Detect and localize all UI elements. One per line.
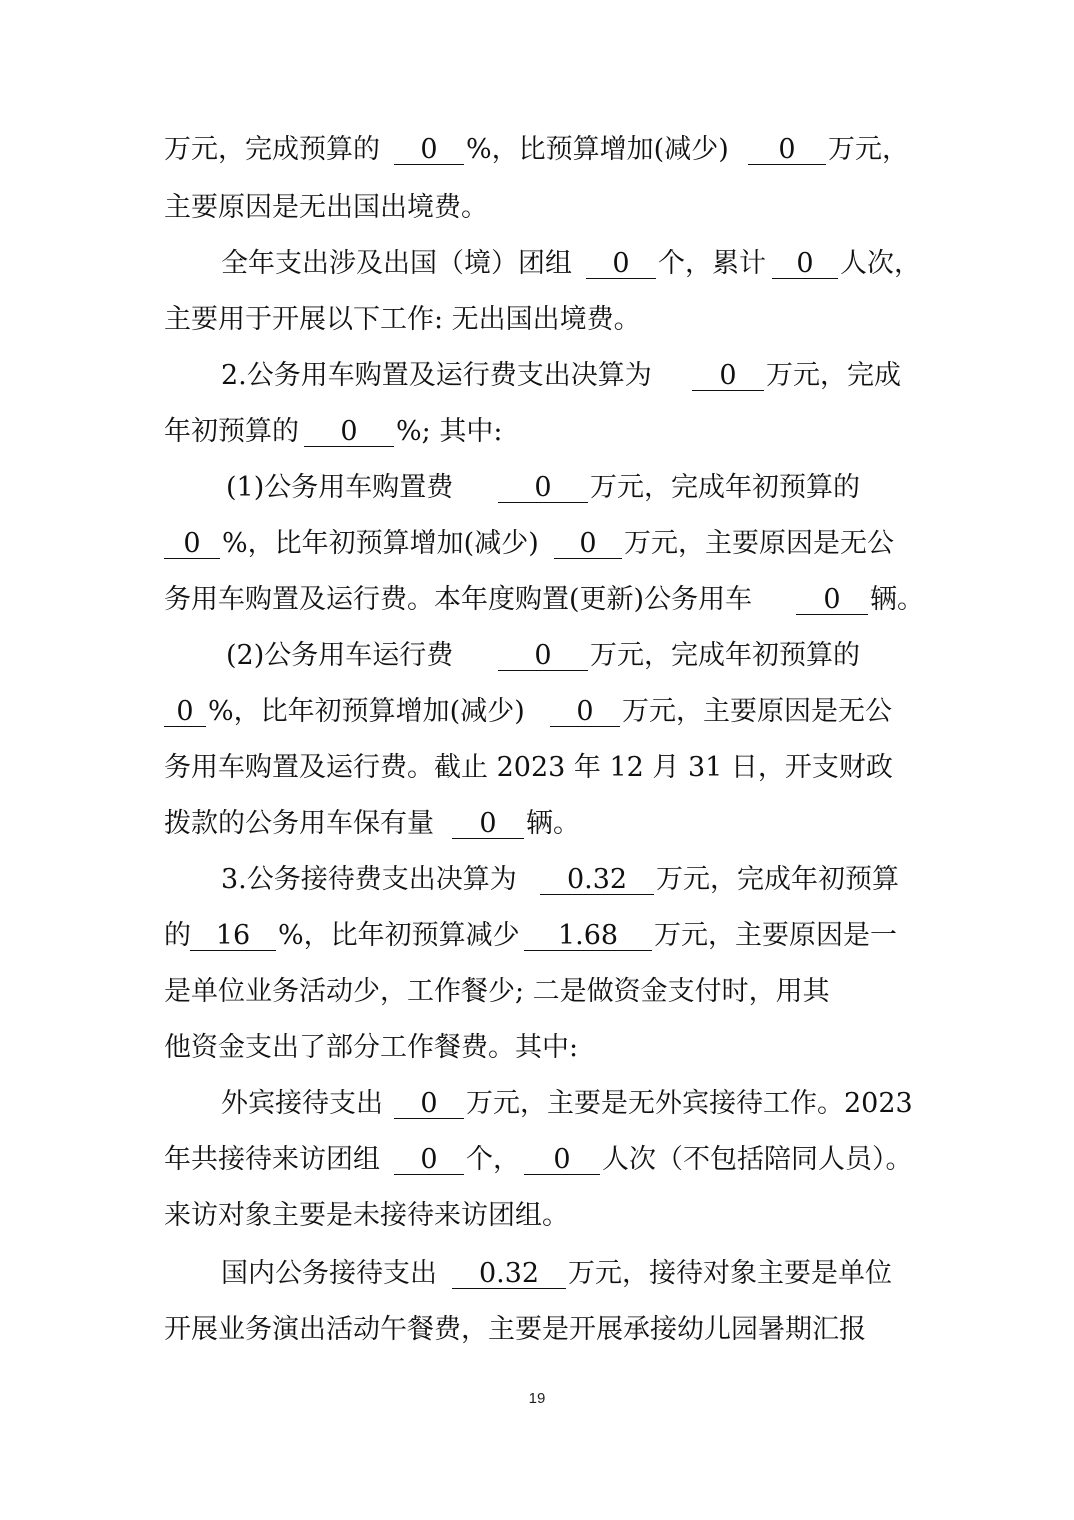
text-segment: 人次（不包括陪同人员）。: [602, 1144, 913, 1175]
filled-blank: 0: [772, 244, 838, 279]
text-segment: 年共接待来访团组: [164, 1144, 380, 1175]
text-segment: 年初预算的: [164, 416, 299, 447]
text-segment: %; 其中:: [396, 416, 503, 447]
text-segment: 万元，: [828, 134, 909, 165]
filled-blank: 0: [554, 524, 622, 559]
filled-blank: 0: [394, 1084, 464, 1119]
text-line: [0, 244, 1074, 284]
text-segment: 万元，主要原因是无公: [622, 696, 892, 727]
filled-blank: 0: [164, 524, 220, 559]
text-line: [0, 1196, 1074, 1236]
text-segment: %，比年初预算增加(减少): [208, 696, 525, 727]
text-segment: 人次，: [840, 248, 921, 279]
text-line: [0, 300, 1074, 340]
filled-blank: 0: [692, 356, 764, 391]
text-segment: 万元，完成年初预算的: [590, 640, 860, 671]
text-segment: %，比年初预算增加(减少): [222, 528, 539, 559]
text-line: [0, 1254, 1074, 1294]
text-line: [0, 188, 1074, 228]
text-segment: 的: [164, 920, 191, 951]
text-segment: 开展业务演出活动午餐费，主要是开展承接幼儿园暑期汇报: [164, 1314, 866, 1345]
text-segment: 万元，接待对象主要是单位: [568, 1258, 892, 1289]
text-line: [0, 1084, 1074, 1124]
text-segment: 务用车购置及运行费。本年度购置(更新)公务用车: [164, 584, 753, 615]
text-segment: 务用车购置及运行费。截止 2023 年 12 月 31 日，开支财政: [164, 752, 893, 783]
text-segment: 全年支出涉及出国（境）团组: [221, 248, 572, 279]
filled-blank: 16: [190, 916, 276, 951]
filled-blank: 0: [498, 468, 588, 503]
filled-blank: 0: [748, 130, 826, 165]
text-segment: 他资金支出了部分工作餐费。其中:: [164, 1032, 579, 1063]
filled-blank: 0: [394, 130, 464, 165]
text-segment: 辆。: [526, 808, 580, 839]
filled-blank: 0: [394, 1140, 464, 1175]
filled-blank: 0: [164, 692, 206, 727]
text-segment: %，比年初预算减少: [278, 920, 520, 951]
text-segment: 辆。: [870, 584, 924, 615]
text-line: [0, 972, 1074, 1012]
text-line: [0, 1140, 1074, 1180]
text-segment: 万元，主要是无外宾接待工作。2023: [466, 1088, 913, 1119]
text-segment: 2.公务用车购置及运行费支出决算为: [221, 360, 652, 391]
filled-blank: 0: [452, 804, 524, 839]
text-line: [0, 356, 1074, 396]
text-segment: 拨款的公务用车保有量: [164, 808, 434, 839]
filled-blank: 0.32: [452, 1254, 566, 1289]
text-segment: 个，: [466, 1144, 520, 1175]
text-line: [0, 860, 1074, 900]
text-segment: 万元，完成预算的: [164, 134, 380, 165]
text-segment: 主要用于开展以下工作: 无出国出境费。: [164, 304, 641, 335]
text-segment: 来访对象主要是未接待来访团组。: [164, 1200, 569, 1231]
text-line: [0, 748, 1074, 788]
filled-blank: 1.68: [524, 916, 652, 951]
text-segment: (2)公务用车运行费: [226, 640, 454, 671]
filled-blank: 0: [304, 412, 394, 447]
text-line: [0, 1310, 1074, 1350]
text-segment: 万元，完成: [766, 360, 901, 391]
filled-blank: 0: [796, 580, 868, 615]
text-line: [0, 412, 1074, 452]
text-segment: (1)公务用车购置费: [226, 472, 454, 503]
text-segment: 万元，完成年初预算: [656, 864, 899, 895]
text-segment: 万元，主要原因是无公: [624, 528, 894, 559]
text-segment: 外宾接待支出: [221, 1088, 383, 1119]
page-number: 19: [528, 1390, 546, 1407]
text-segment: 万元，完成年初预算的: [590, 472, 860, 503]
text-line: [0, 580, 1074, 620]
filled-blank: 0: [586, 244, 656, 279]
text-line: [0, 130, 1074, 170]
filled-blank: 0: [524, 1140, 600, 1175]
text-segment: 国内公务接待支出: [221, 1258, 437, 1289]
text-segment: %，比预算增加(减少): [466, 134, 729, 165]
filled-blank: 0: [498, 636, 588, 671]
text-segment: 是单位业务活动少，工作餐少; 二是做资金支付时，用其: [164, 976, 830, 1007]
text-line: [0, 692, 1074, 732]
text-segment: 主要原因是无出国出境费。: [164, 192, 488, 223]
filled-blank: 0: [550, 692, 620, 727]
text-line: [0, 524, 1074, 564]
text-line: [0, 804, 1074, 844]
text-segment: 万元，主要原因是一: [654, 920, 897, 951]
text-line: [0, 636, 1074, 676]
text-line: [0, 916, 1074, 956]
text-line: [0, 468, 1074, 508]
filled-blank: 0.32: [540, 860, 654, 895]
text-segment: 3.公务接待费支出决算为: [221, 864, 517, 895]
text-segment: 个，累计: [658, 248, 766, 279]
text-line: [0, 1028, 1074, 1068]
